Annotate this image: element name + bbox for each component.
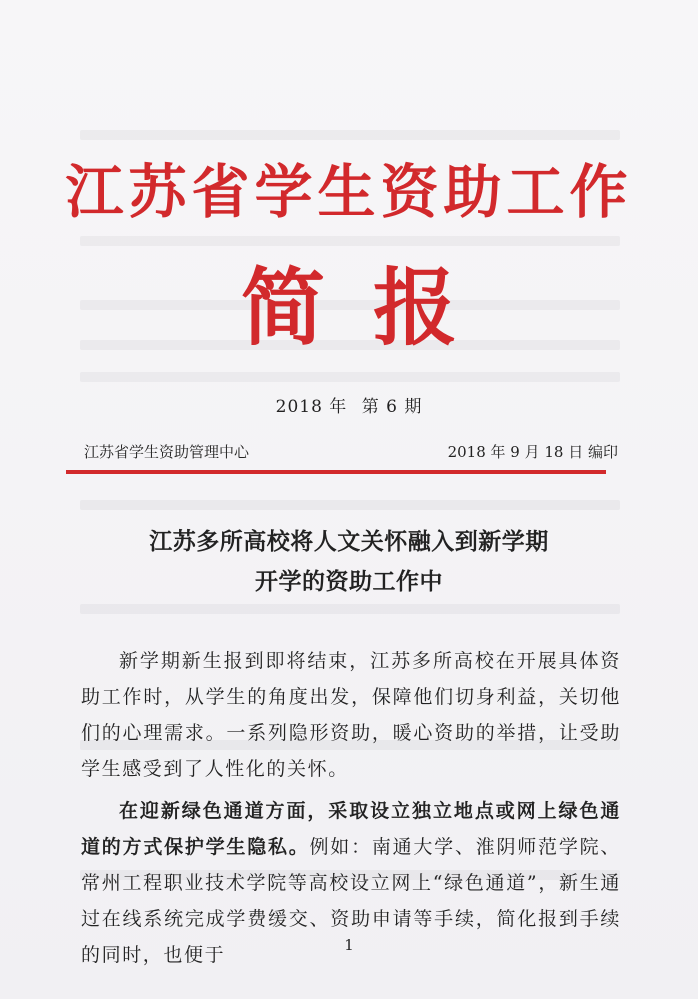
- issue-number: 第 6 期: [361, 397, 423, 417]
- paragraph-1: 新学期新生报到即将结束，江苏多所高校在开展具体资助工作时，从学生的角度出发，保障他们切身利益，关切他们的心理需求。一系列隐形资助，暖心资助的举措，让受助学生感受到了人性化的关怀。: [81, 650, 621, 780]
- paragraph-2-text: 例如：南通大学、淮阴师范学院、常州工程职业技术学院等高校设立网上“绿色通道”，新生通过在线系统完成学费缓交、资助申请等手续，简化报到手续的同时，也便于: [81, 836, 621, 966]
- article-headline: [0, 522, 698, 602]
- red-divider: [66, 470, 606, 474]
- publisher-org: 江苏省学生资助管理中心: [84, 443, 250, 461]
- paragraph-2-lead: 在迎新绿色通道方面，采取设立独立地点或网上绿色通道的方式保护学生隐私。: [81, 800, 621, 858]
- bleed-through: [80, 130, 620, 140]
- headline-line-2: 开学的资助工作中: [255, 568, 443, 595]
- bulletin-title: 江苏省学生资助工作: [65, 158, 633, 226]
- article-body: [81, 643, 621, 979]
- bleed-through: [80, 604, 620, 614]
- publish-date: 2018 年 9 月 18 日 编印: [447, 443, 618, 461]
- issue-line: [0, 392, 698, 417]
- page-number: 1: [344, 936, 354, 954]
- bleed-through: [80, 372, 620, 382]
- issue-year: 2018 年: [275, 397, 348, 417]
- bleed-through: [80, 236, 620, 246]
- bulletin-subtitle: 简报: [240, 258, 505, 357]
- headline-line-1: 江苏多所高校将人文关怀融入到新学期: [149, 528, 549, 555]
- bleed-through: [80, 500, 620, 510]
- publisher-row: [84, 441, 618, 462]
